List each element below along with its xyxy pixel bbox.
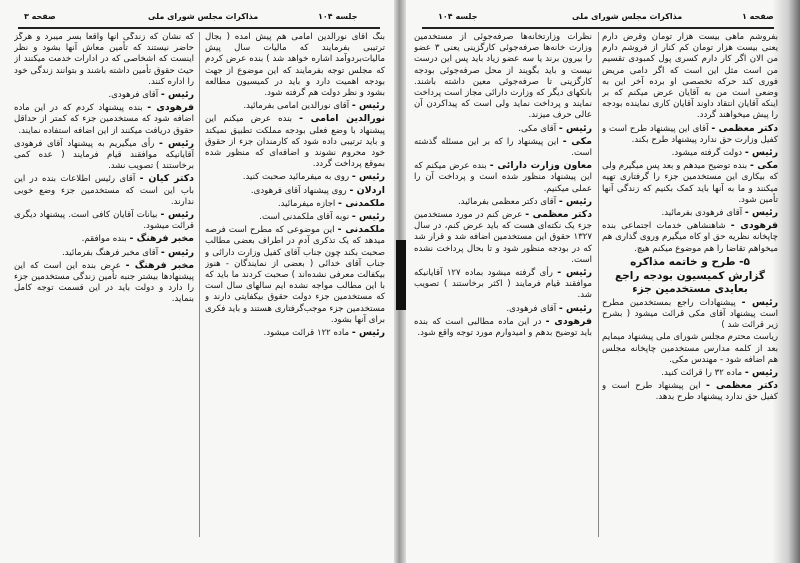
speech-paragraph xyxy=(14,260,194,306)
speech-paragraph xyxy=(205,211,385,223)
speech-paragraph xyxy=(602,367,778,379)
speech-paragraph xyxy=(602,380,778,403)
speaker-name: رئیس - xyxy=(558,302,592,314)
speech-paragraph xyxy=(414,123,592,135)
speech-text: آقای فرهودی. xyxy=(108,90,159,101)
speech-paragraph xyxy=(414,303,592,315)
speech-paragraph xyxy=(205,198,385,210)
page-number: صفحه ۱ xyxy=(742,12,774,21)
speech-paragraph xyxy=(602,160,778,206)
speaker-name: مکی - xyxy=(750,160,778,172)
speech-text: رأی میگیریم به پیشنهاد آقای فرهودی آقایانیکه موافقند قیام فرمایند ( عده کمی برخاستند ) تصویب نشد. xyxy=(14,138,194,172)
speech-text: آقای فرهودی بفرمائید. xyxy=(661,208,743,219)
speaker-name: مخبر فرهنگ - xyxy=(125,259,194,271)
speech-paragraph xyxy=(14,102,194,137)
speech-text: دولت گرفته میشود. xyxy=(671,148,743,159)
speech-paragraph xyxy=(14,32,194,88)
speaker-name: دکتر معظمی - xyxy=(706,380,778,392)
speaker-name: نورالدین امامی - xyxy=(299,113,385,125)
speech-paragraph xyxy=(205,224,385,326)
session-number: جلسه ۱۰۴ xyxy=(438,12,478,21)
speaker-name: رئیس - xyxy=(160,89,194,101)
speech-paragraph xyxy=(414,196,592,208)
speaker-name: رئیس - xyxy=(557,267,592,279)
speaker-name: رئیس - xyxy=(160,246,194,258)
section-heading: گزارش کمیسیون بودجه راجع بعایدی مستخدمین جزء xyxy=(615,269,765,295)
speech-paragraph xyxy=(414,32,592,122)
speech-paragraph xyxy=(602,123,778,146)
speech-paragraph xyxy=(205,185,385,197)
speech-text: آقای رئیس اطلاعات بنده در این باب این است که مستخدمین جزء وضع خوبی ندارند. xyxy=(14,174,194,207)
speech-paragraph xyxy=(602,332,778,366)
speaker-name: دکتر معظمی - xyxy=(711,122,778,134)
speech-paragraph xyxy=(414,316,592,339)
speech-paragraph xyxy=(14,173,194,208)
speech-text: عرض بنده این است که این پیشنهادها بیشتر جنبه تأمین زندگی مستخدمین جزء را دارد و دولت باید در این قسمت توجه کامل بنماید. xyxy=(14,260,194,305)
text-column-right xyxy=(205,32,385,537)
speech-paragraph xyxy=(14,247,194,259)
text-column-left xyxy=(414,32,592,537)
speech-text: نظرات وزارتخانه‌ها صرفه‌جوئی از مستخدمین وزارت خانه‌ها صرفه‌جوئی کارگزینی یعنی ۳ عضو را بیرون برند یا سه عضو زیاد باید پس این درست نیست و باید بگویند از محل صرفه‌جوئی بودجه کارگزینی تا صرفه‌جوئی معین داشته باشند. بانکهای دیگر که وزارت دارائی مجاز است پرداخت نمایند و پرداخت نماید ولی است که پیداکردن آن عالی حرف میزند. xyxy=(414,32,592,121)
speaker-name: رئیس - xyxy=(744,207,778,219)
speech-text: ماده ۳۲ را قرائت کنید. xyxy=(661,368,743,379)
speaker-name: رئیس - xyxy=(741,296,778,308)
speech-text: که نشان که زندگی آنها واقعاً بسر میبرد و هرگز حاضر نیستند که تأمین معاش آنها بشود و نظر اینست که اشخاصی که در ادارات خدمت میکنند از حیث حقوق تأمین داشته باشند و بتوانند زندگی خود را اداره کنند. xyxy=(14,32,194,87)
speaker-name: فرهودی - xyxy=(545,315,592,327)
page-number: صفحه ۳ xyxy=(24,12,56,21)
speech-paragraph xyxy=(205,100,385,112)
speaker-name: ملکمدنی - xyxy=(338,197,385,209)
speech-text: ماده ۱۲۲ قرائت میشود. xyxy=(263,328,350,339)
speech-text: پیشنهادات راجع بمستخدمین مطرح است پیشنهاد آقای مکی قرائت میشود ( بشرح زیر قرائت شد ) xyxy=(602,297,778,331)
speaker-name: دکتر کیان - xyxy=(139,173,194,185)
speaker-name: فرهودی - xyxy=(730,220,778,232)
speech-text: ریاست محترم مجلس شورای ملی پیشنهاد میمایم بعد از کلمه مدارس مستخدمین چاپخانه مجلس هم اضافه شود - مهندس مکی. xyxy=(602,332,778,365)
speech-text: بنگ آقای نورالدین امامی هم پیش آمده ( بجال ترتیبی بفرمایند که مالیات سال پیش مالیات‌بردوآمد اشاره خواهد شد ) بنده عرض کردم که مجلس توجه بفرمایند که این موضوع از جهت بودجه اهمیت دارد و باید در کمیسیون مطالعه بشود و نظر دولت هم گرفته شود. xyxy=(205,32,385,99)
running-title: مذاکرات مجلس شورای ملی xyxy=(148,12,259,21)
speech-paragraph xyxy=(602,297,778,332)
speech-text: آقای فرهودی. xyxy=(506,303,557,314)
speech-text: بنده موافقم. xyxy=(81,234,127,245)
speech-text: این پیشنهاد طرح است و کفیل حق ندارد پیشنهاد طرح بدهد. xyxy=(602,381,778,403)
speech-text: بنده پیشنهاد کردم که در این ماده اضافه شود که مستخدمین جزء که کمتر از حداقل حقوق دریافت میکنند از این اضافه استفاده نمایند. xyxy=(14,103,194,136)
speech-paragraph xyxy=(14,233,194,245)
speaker-name: رئیس - xyxy=(744,367,778,379)
speech-text: آقای مخبر فرهنگ بفرمائید. xyxy=(61,247,159,258)
speech-text: بفروشم ماهی بیست هزار تومان وقرض دارم یعنی بیست هزار تومان کم کنار از فروشم دارم من الان اگر کار دارم کسری پول کمبودی تقسیم من است مثل این است که اگر دامی مریض فوری کند حرکه تخصصی او برده آخر این به وضعی است من به آقایان عرض میکنم که بر اینکه آقایان انتقاد داوند آقایان کاری نماینده بودجه را پیش میخواهند گردد. xyxy=(602,32,778,121)
speech-text: نوبه آقای ملکمدنی است. xyxy=(259,212,350,223)
speech-paragraph xyxy=(205,171,385,183)
speech-text: اجازه میفرمائید. xyxy=(277,198,336,209)
speech-paragraph xyxy=(14,89,194,101)
speech-paragraph xyxy=(602,207,778,219)
speaker-name: رئیس - xyxy=(351,211,385,223)
text-column-left xyxy=(14,32,194,537)
speech-paragraph xyxy=(205,113,385,170)
column-divider xyxy=(598,32,599,537)
speaker-name: رئیس - xyxy=(558,122,592,134)
speech-text: رأی گرفته میشود بماده ۱۲۷ آقایانیکه موافقند قیام فرمایند ( اکثر برخاستند ) تصویب شد. xyxy=(414,268,592,301)
speech-text: در این ماده مطالبی است که بنده باید توضیح بدهم و امیدوارم مورد توجه واقع شود. xyxy=(414,316,592,339)
speech-text: آقای نورالدین امامی بفرمائید. xyxy=(243,101,350,112)
speech-text: بنده عرض میکنم که این پیشنهاد منظور شده است و پرداخت آن را عملی میکنیم. xyxy=(414,161,592,194)
header-rule xyxy=(18,27,380,29)
speaker-name: رئیس - xyxy=(558,195,592,207)
speech-paragraph xyxy=(14,138,194,173)
speech-paragraph xyxy=(414,267,592,302)
speech-paragraph xyxy=(602,220,778,255)
speech-text: آقای این پیشنهاد طرح است و کفیل وزارت حق ندارد پیشنهاد طرح بکند. xyxy=(602,123,778,145)
speech-paragraph xyxy=(205,32,385,99)
speaker-name: رئیس - xyxy=(351,100,385,112)
speech-text: روی به میفرمائید صحبت کنید. xyxy=(242,172,350,183)
speech-text: این پیشنهاد را که بر این مسئله گذشته است. xyxy=(414,136,592,159)
speech-text: این موضوعی که مطرح است فرصه میدهد که یک تذکری آدم در اطراف بعضی مطالب صحبت بکند چون جناب آقای کفیل وزارت دارائی و جناب آقای خدائی ( بعضی از نمایندگان - هنوز بیکفالت معرفی نشده‌اند ) صحبت کردند ما باید که با این مطالب مواجه نشده ایم سالهای سال است که مستخدمین جزء دولت حقوق بیکفایتی دارند و مستخدمین جزء موجب‌گرفتاری هستند و باید فکری برای آنها بشود. xyxy=(205,225,385,325)
section-heading: ۵- طرح و خاتمه مذاکره xyxy=(630,255,750,268)
speech-paragraph xyxy=(602,32,778,122)
speaker-name: ملکمدنی - xyxy=(337,224,385,236)
speech-paragraph xyxy=(414,136,592,159)
speech-paragraph xyxy=(414,209,592,266)
speech-text: بیانات آقایان کافی است. پیشنهاد دیگری قرائت میشود. xyxy=(14,210,194,232)
text-column-right xyxy=(602,32,778,537)
speech-text: آقای دکتر معظمی بفرمائید. xyxy=(457,196,557,207)
speaker-name: رئیس - xyxy=(351,327,385,339)
speech-paragraph xyxy=(414,160,592,195)
speaker-name: مخبر فرهنگ - xyxy=(129,233,194,245)
binding-dark-mark xyxy=(396,240,406,310)
speaker-name: دکتر معظمی - xyxy=(525,209,592,221)
speaker-name: مکی - xyxy=(562,135,592,147)
speaker-name: اردلان - xyxy=(349,184,385,196)
speaker-name: فرهودی - xyxy=(147,102,194,114)
running-title: مذاکرات مجلس شورای ملی xyxy=(572,12,683,21)
speech-text: بنده عرض میکنم این پیشنهاد با وضع فعلی بودجه مملکت تطبیق نمیکند و باید ترتیبی داده شود که کارمندان جزء از حقوق خود محروم نشوند و اضافه‌ای که منظور شده بموقع پرداخت گردد. xyxy=(205,114,385,170)
speech-paragraph xyxy=(205,327,385,339)
speaker-name: رئیس - xyxy=(351,171,385,183)
speaker-name: رئیس - xyxy=(160,209,194,221)
speaker-name: معاون وزارت دارائی - xyxy=(489,160,592,172)
speech-paragraph xyxy=(14,209,194,232)
speaker-name: رئیس - xyxy=(159,137,194,149)
speech-text: عرض کنم در مورد مستخدمین جزء یک نکته‌ای هست که باید عرض کنم، در سال ۱۳۲۷ حقوق این مستخدمین اضافه شد و قرار شد که در بودجه منظور شود و تا بحال پرداخت نشده است. xyxy=(414,210,592,265)
header-rule xyxy=(422,27,774,29)
session-number: جلسه ۱۰۴ xyxy=(318,12,358,21)
speech-text: شاهنشاهی خدمات اجتماعی بنده چاپخانه نظریه حق او کاه میگیرم وروی گذاری هم میخواهم تقاضا را هم موضوع میکنم هیچ. xyxy=(602,221,778,254)
speech-text: روی پیشنهاد آقای فرهودی. xyxy=(250,185,347,196)
speaker-name: رئیس - xyxy=(744,147,778,159)
speech-paragraph xyxy=(602,147,778,159)
right-page xyxy=(402,0,800,563)
speech-text: بنده توضیح میدهم و بعد پس میگیرم ولی که بیکاری این مستخدمین جزء را گرفتاری تهیه میکنند و ما به آنها باید کمک بکنیم که زندگی آنها تأمین شود. xyxy=(602,161,778,205)
column-divider xyxy=(199,32,200,537)
left-page xyxy=(0,0,398,563)
speech-text: آقای مکی. xyxy=(518,123,557,134)
